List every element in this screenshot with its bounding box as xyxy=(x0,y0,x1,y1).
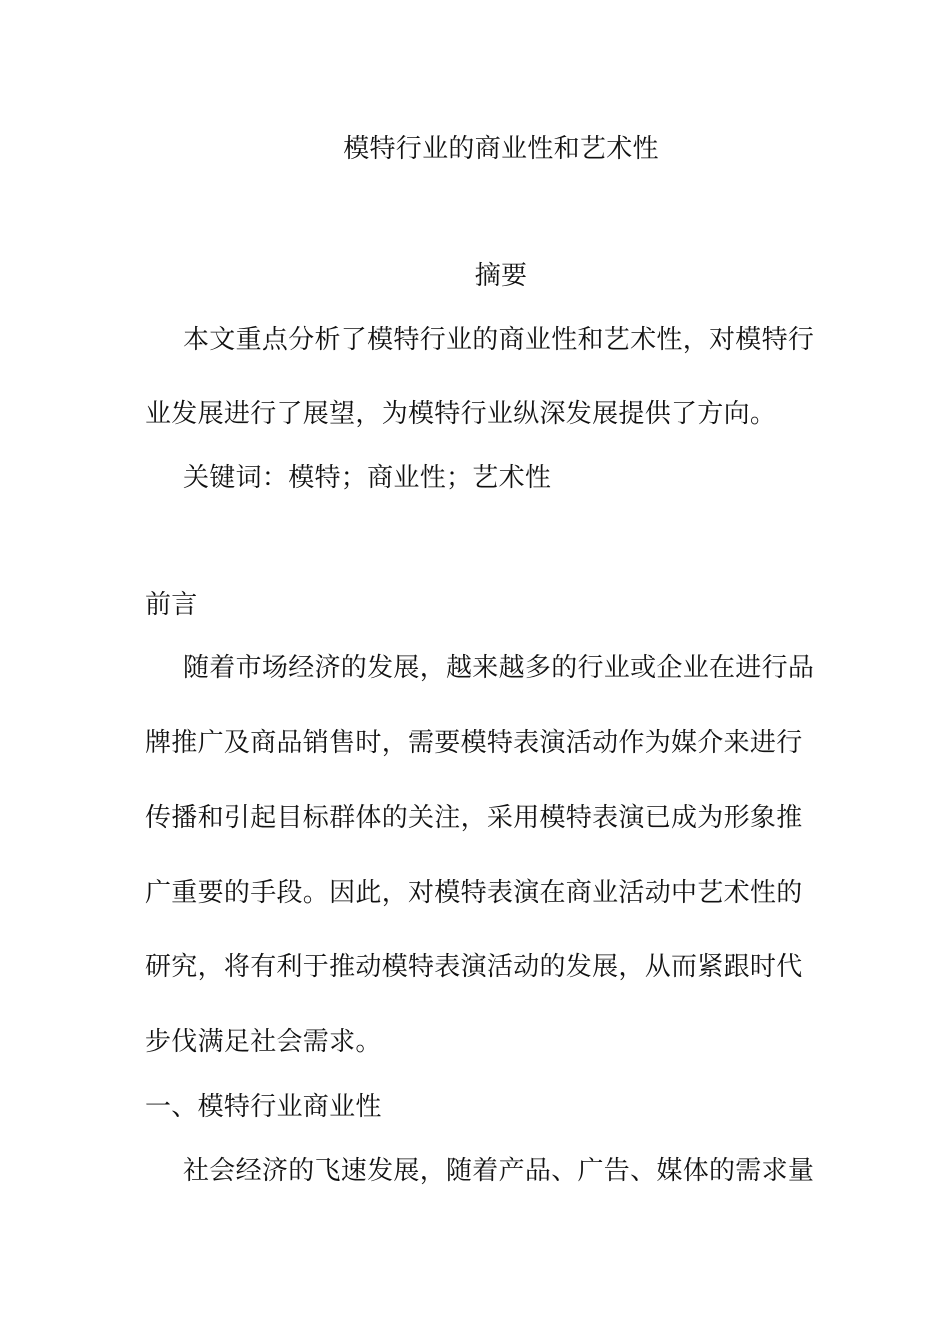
preface-line: 广重要的手段。因此，对模特表演在商业活动中艺术性的 xyxy=(145,878,803,908)
preface-line: 研究，将有利于推动模特表演活动的发展，从而紧跟时代 xyxy=(145,952,803,982)
document-title: 模特行业的商业性和艺术性 xyxy=(343,134,659,164)
preface-line: 随着市场经济的发展，越来越多的行业或企业在进行品 xyxy=(183,653,815,683)
abstract-line: 本文重点分析了模特行业的商业性和艺术性，对模特行 xyxy=(183,325,815,355)
abstract-line: 业发展进行了展望，为模特行业纵深发展提供了方向。 xyxy=(145,399,777,429)
abstract-heading: 摘要 xyxy=(474,261,528,291)
preface-line: 传播和引起目标群体的关注，采用模特表演已成为形象推 xyxy=(145,803,803,833)
section-heading: 一、模特行业商业性 xyxy=(145,1092,382,1122)
preface-line: 步伐满足社会需求。 xyxy=(145,1027,382,1057)
preface-heading: 前言 xyxy=(145,590,198,620)
section-line: 社会经济的飞速发展，随着产品、广告、媒体的需求量 xyxy=(183,1156,815,1186)
keywords-line: 关键词：模特；商业性；艺术性 xyxy=(183,463,552,493)
preface-line: 牌推广及商品销售时，需要模特表演活动作为媒介来进行 xyxy=(145,728,803,758)
